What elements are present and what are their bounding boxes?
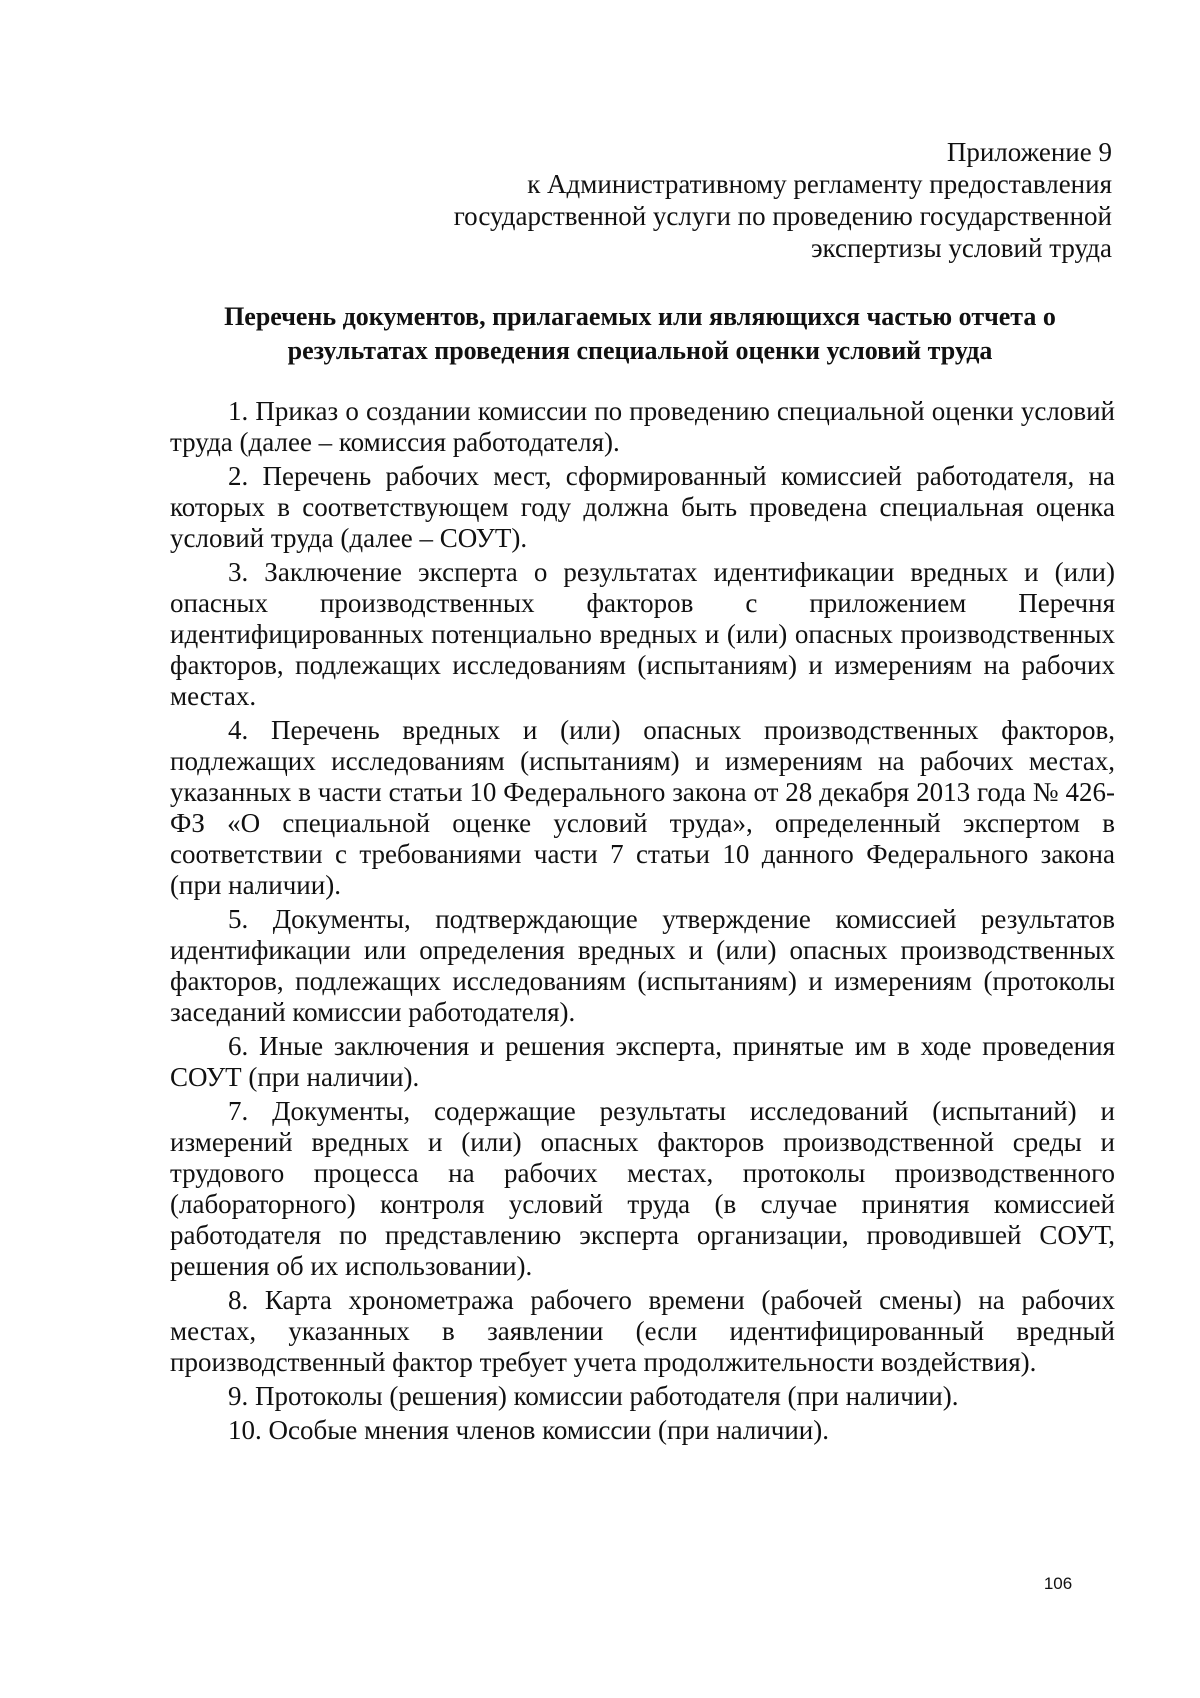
list-item: 4. Перечень вредных и (или) опасных производственных факторов, подлежащих исследованиям (испытаниям) и измерениям на рабочих местах, указанных в части статьи 10 Федерального закона от 28 декабря 2013 года № 426-ФЗ «О специальной оценке условий труда», определенный экспертом в соответствии с требованиями части 7 статьи 10 данного Федерального закона (при наличии).	[170, 715, 1115, 900]
document-list	[170, 396, 1115, 1449]
appendix-header-line: экспертизы условий труда	[810, 233, 1112, 263]
list-item: 2. Перечень рабочих мест, сформированный комиссией работодателя, на которых в соответствующем году должна быть проведена специальная оценка условий труда (далее – СОУТ).	[170, 461, 1115, 553]
appendix-header	[352, 136, 1112, 264]
page-number: 106	[1043, 1574, 1073, 1593]
list-item: 1. Приказ о создании комиссии по проведению специальной оценки условий труда (далее – комиссия работодателя).	[170, 396, 1115, 457]
list-item: 3. Заключение эксперта о результатах идентификации вредных и (или) опасных производственных факторов с приложением Перечня идентифицированных потенциально вредных и (или) опасных производственных факторов, подлежащих исследованиям (испытаниям) и измерениям на рабочих местах.	[170, 557, 1115, 711]
list-item: 6. Иные заключения и решения эксперта, принятые им в ходе проведения СОУТ (при наличии).	[170, 1031, 1115, 1092]
list-item: 8. Карта хронометража рабочего времени (рабочей смены) на рабочих местах, указанных в заявлении (если идентифицированный вредный производственный фактор требует учета продолжительности воздействия).	[170, 1285, 1115, 1377]
document-title-line: Перечень документов, прилагаемых или являющихся частью отчета о	[224, 302, 1056, 331]
document-title-line: результатах проведения специальной оценки условий труда	[287, 336, 993, 365]
appendix-header-line: Приложение 9	[946, 137, 1112, 167]
appendix-header-line: государственной услуги по проведению государственной	[453, 201, 1112, 231]
list-item: 7. Документы, содержащие результаты исследований (испытаний) и измерений вредных и (или) опасных факторов производственной среды и трудового процесса на рабочих местах, протоколы производственного (лабораторного) контроля условий труда (в случае принятия комиссией работодателя по представлению эксперта организации, проводившей СОУТ, решения об их использовании).	[170, 1096, 1115, 1281]
list-item: 9. Протоколы (решения) комиссии работодателя (при наличии).	[228, 1381, 959, 1411]
appendix-header-line: к Административному регламенту предоставления	[527, 169, 1112, 199]
list-item: 10. Особые мнения членов комиссии (при наличии).	[228, 1415, 830, 1445]
document-title	[170, 300, 1110, 368]
list-item: 5. Документы, подтверждающие утверждение комиссией результатов идентификации или определения вредных и (или) опасных производственных факторов, подлежащих исследованиям (испытаниям) и измерениям (протоколы заседаний комиссии работодателя).	[170, 904, 1115, 1027]
